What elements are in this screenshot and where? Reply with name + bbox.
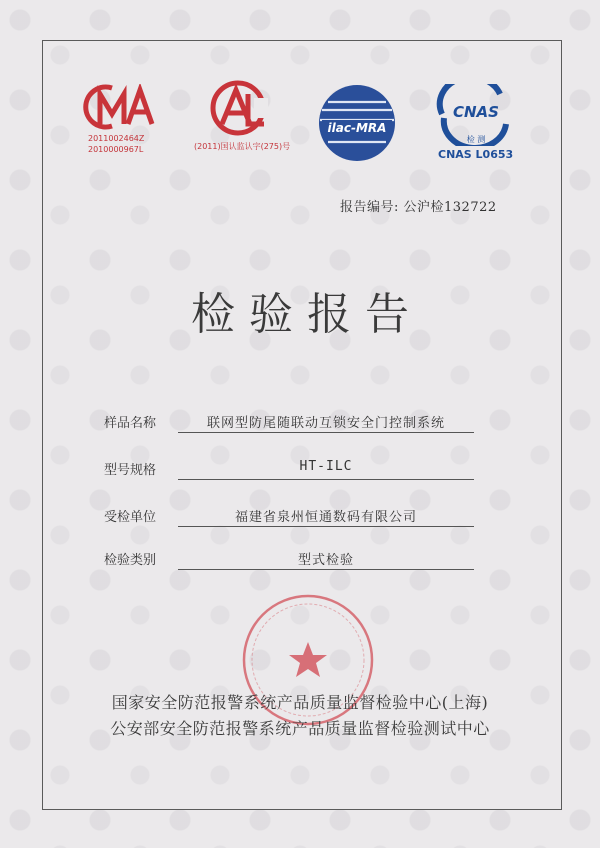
cma-logo-mark xyxy=(78,84,162,130)
issuer-line-1: 国家安全防范报警系统产品质量监督检验中心(上海) xyxy=(111,693,489,712)
field-underline xyxy=(178,479,474,480)
field-label-sample-name: 样品名称 xyxy=(104,416,157,431)
field-label-model: 型号规格 xyxy=(104,463,157,478)
cnas-sub-text: 检 测 xyxy=(466,135,486,144)
field-label-inspected-unit: 受检单位 xyxy=(104,510,157,525)
cal-caption: (2011)国认监认字(275)号 xyxy=(194,142,291,151)
field-underline xyxy=(178,569,474,570)
ilac-globe-icon xyxy=(314,80,400,166)
cnas-mark-text: CNAS xyxy=(453,103,499,121)
field-value-inspection-type: 型式检验 xyxy=(297,553,354,568)
cnas-logo-mark xyxy=(432,84,518,146)
cal-logo xyxy=(194,78,291,151)
cma-logo xyxy=(78,84,162,154)
field-underline xyxy=(178,526,474,527)
cnas-logo xyxy=(432,84,518,161)
cnas-code: CNAS L0653 xyxy=(438,148,514,161)
cma-code-2: 2010000967L xyxy=(88,145,144,154)
issuer-line-2: 公安部安全防范报警系统产品质量监督检验测试中心 xyxy=(110,719,490,738)
field-underline xyxy=(178,432,474,433)
cal-logo-mark xyxy=(202,78,274,138)
field-label-inspection-type: 检验类别 xyxy=(104,553,157,568)
ilac-mra-logo xyxy=(314,80,400,166)
cma-code-1: 2011002464Z xyxy=(88,134,145,143)
field-value-inspected-unit: 福建省泉州恒通数码有限公司 xyxy=(234,510,417,525)
report-title: 检验报告 xyxy=(191,289,423,340)
field-value-model: HT-ILC xyxy=(299,459,353,474)
field-value-sample-name: 联网型防尾随联动互锁安全门控制系统 xyxy=(206,416,445,431)
report-number: 报告编号: 公沪检132722 xyxy=(340,200,497,215)
ilac-mark-text: ilac-MRA xyxy=(327,121,387,135)
